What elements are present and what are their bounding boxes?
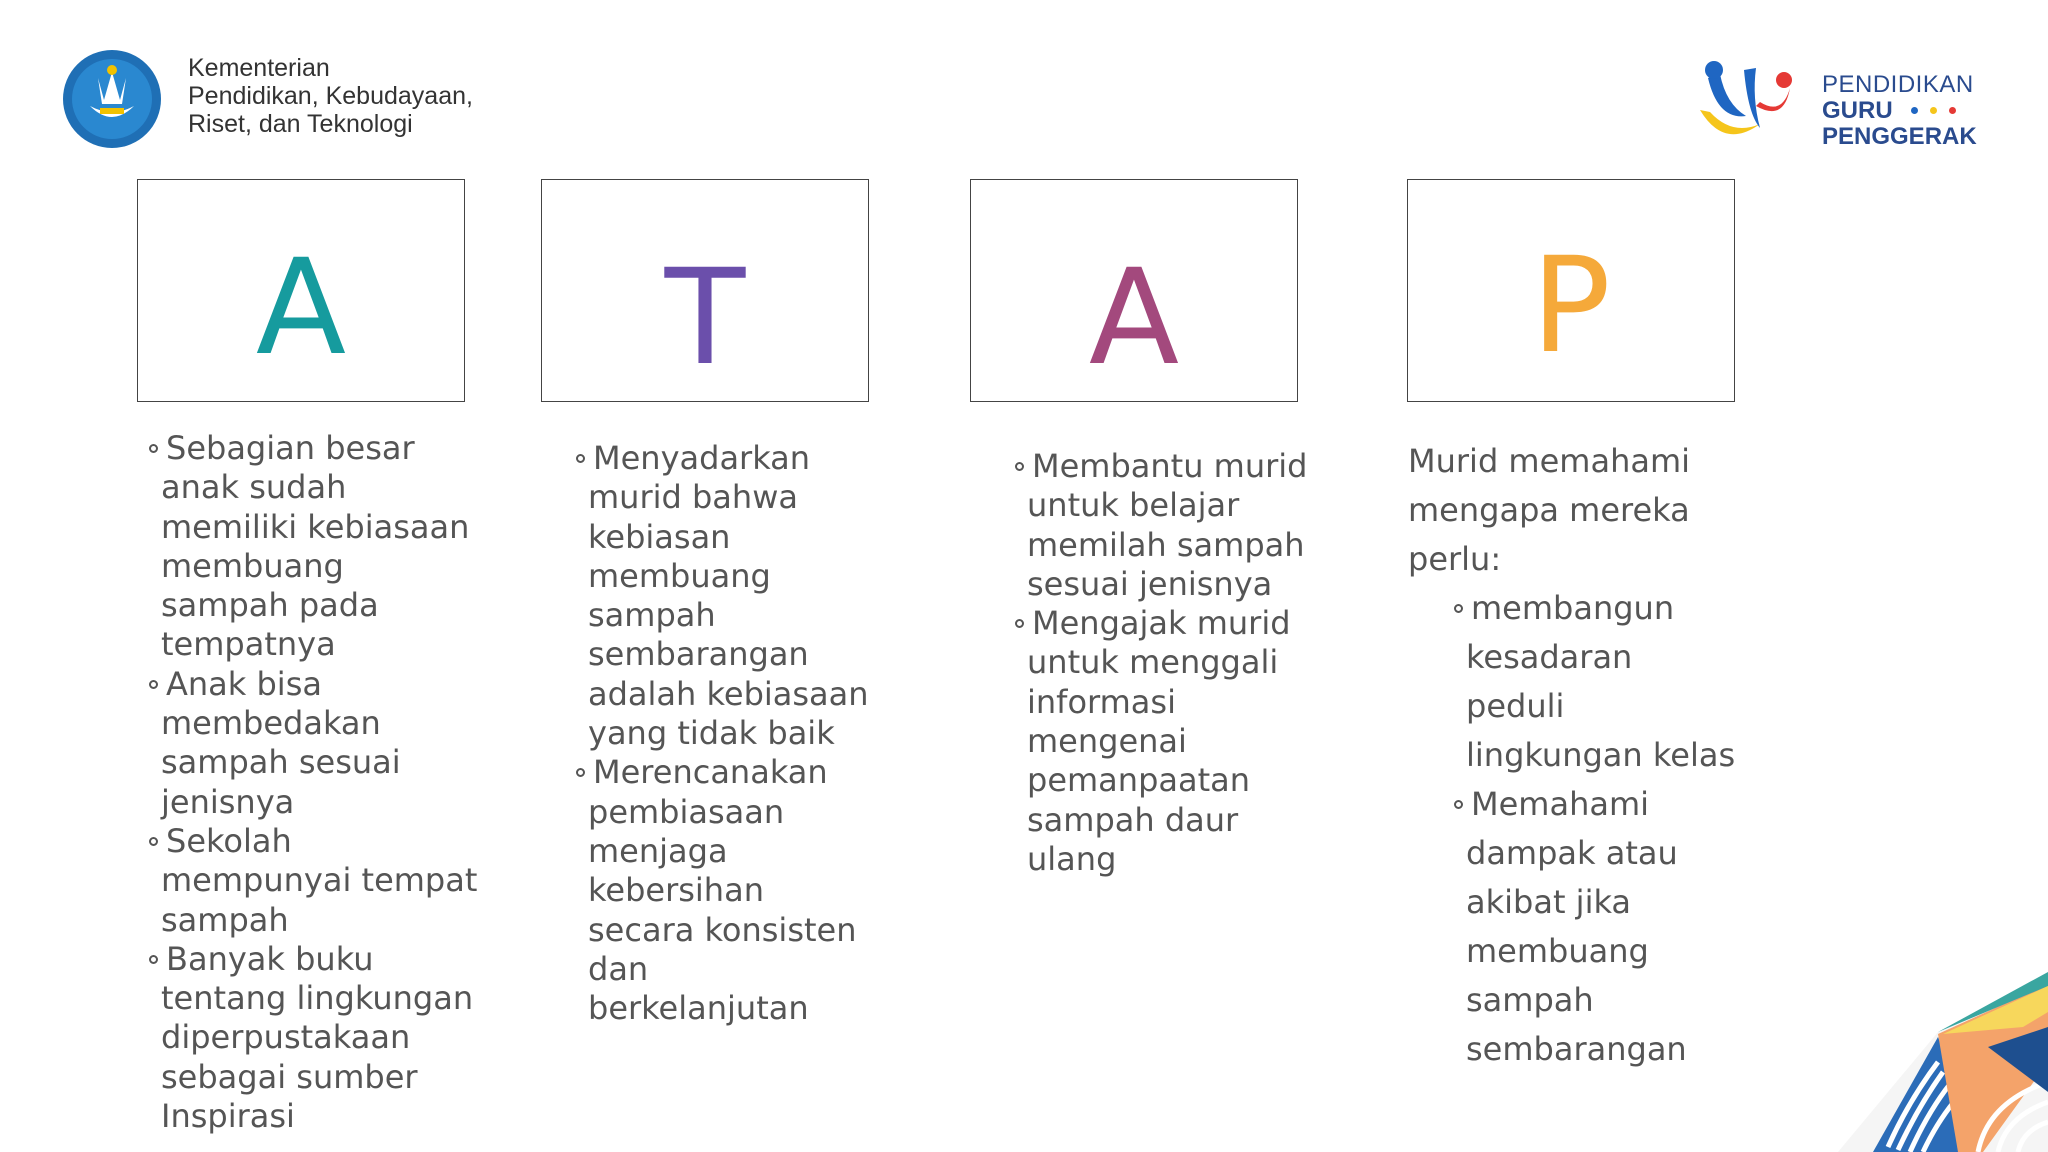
letter-t: T bbox=[664, 241, 746, 395]
list-item bbox=[576, 753, 876, 1028]
column-4-intro: Murid memahami mengapa mereka perlu: bbox=[1408, 442, 1691, 578]
letter-box-a2 bbox=[970, 179, 1298, 402]
program-line-3: PENGGERAK bbox=[1822, 123, 1977, 150]
ministry-logo bbox=[60, 48, 520, 150]
ministry-line-1: Kementerian bbox=[188, 54, 330, 82]
ministry-line-2: Pendidikan, Kebudayaan, bbox=[188, 82, 473, 110]
list-item-text: Mengajak murid untuk menggali informasi mengenai pemanpaatan sampah daur ulang bbox=[1027, 604, 1291, 878]
list-item-text: Anak bisa membedakan sampah sesuai jenisnya bbox=[161, 664, 401, 821]
program-name bbox=[1822, 72, 1977, 150]
list-item-text: Banyak buku tentang lingkungan diperpustakaan sebagai sumber Inspirasi bbox=[161, 939, 474, 1136]
bullet-icon bbox=[149, 837, 158, 846]
column-4 bbox=[1408, 437, 1738, 1074]
list-item bbox=[149, 822, 479, 940]
list-item-text: membangun kesadaran peduli lingkungan kelas bbox=[1466, 589, 1736, 774]
program-line-2 bbox=[1822, 98, 1977, 124]
guru-penggerak-logo bbox=[1694, 58, 1994, 158]
letter-a: A bbox=[255, 231, 347, 385]
bullet-icon bbox=[149, 955, 158, 964]
program-line-2-text: GURU bbox=[1822, 97, 1893, 124]
tut-wuri-handayani-emblem-icon bbox=[60, 48, 164, 150]
list-item-text: Merencanakan pembiasaan menjaga kebersihan secara konsisten dan berkelanjutan bbox=[588, 753, 857, 1028]
letter-box-a bbox=[137, 179, 465, 402]
column-1 bbox=[149, 429, 479, 1136]
bullet-icon bbox=[1015, 462, 1024, 471]
list-item-text: Memahami dampak atau akibat jika membuang sampah sembarangan bbox=[1466, 785, 1687, 1068]
list-item bbox=[576, 439, 876, 753]
list-item bbox=[1015, 604, 1315, 879]
column-2-list bbox=[576, 439, 876, 1028]
letter-box-t bbox=[541, 179, 869, 402]
list-item bbox=[149, 940, 479, 1136]
decorative-corner-art bbox=[1778, 972, 2048, 1152]
letter-a2: A bbox=[1088, 241, 1180, 395]
column-3 bbox=[1015, 447, 1315, 879]
bullet-icon bbox=[1015, 619, 1024, 628]
ministry-name bbox=[188, 54, 473, 138]
bullet-icon bbox=[576, 768, 585, 777]
list-item-text: Membantu murid untuk belajar memilah sampah sesuai jenisnya bbox=[1027, 447, 1308, 603]
list-item-text: Menyadarkan murid bahwa kebiasan membuang sampah sembarangan adalah kebiasaan yang tidak baik bbox=[588, 439, 869, 753]
letter-box-p bbox=[1407, 179, 1735, 402]
list-item-text: Sebagian besar anak sudah memiliki kebiasaan membuang sampah pada tempatnya bbox=[161, 429, 470, 664]
list-item-text: Sekolah mempunyai tempat sampah bbox=[161, 821, 478, 939]
program-line-1: PENDIDIKAN bbox=[1822, 71, 1974, 98]
column-1-list bbox=[149, 429, 479, 1136]
bullet-icon bbox=[1454, 604, 1463, 613]
bullet-icon bbox=[576, 454, 585, 463]
letter-p: P bbox=[1531, 229, 1611, 383]
column-4-list bbox=[1454, 584, 1738, 1074]
list-item bbox=[1454, 584, 1738, 780]
list-item bbox=[149, 665, 479, 822]
bullet-icon bbox=[149, 444, 158, 453]
list-item bbox=[1454, 780, 1738, 1074]
colored-dots-icon bbox=[1911, 98, 1968, 124]
column-2 bbox=[576, 439, 876, 1028]
list-item bbox=[1015, 447, 1315, 604]
column-3-list bbox=[1015, 447, 1315, 879]
list-item bbox=[149, 429, 479, 665]
ministry-line-3: Riset, dan Teknologi bbox=[188, 110, 413, 138]
bullet-icon bbox=[149, 680, 158, 689]
bullet-icon bbox=[1454, 800, 1463, 809]
guru-penggerak-figure-icon bbox=[1694, 58, 1806, 158]
